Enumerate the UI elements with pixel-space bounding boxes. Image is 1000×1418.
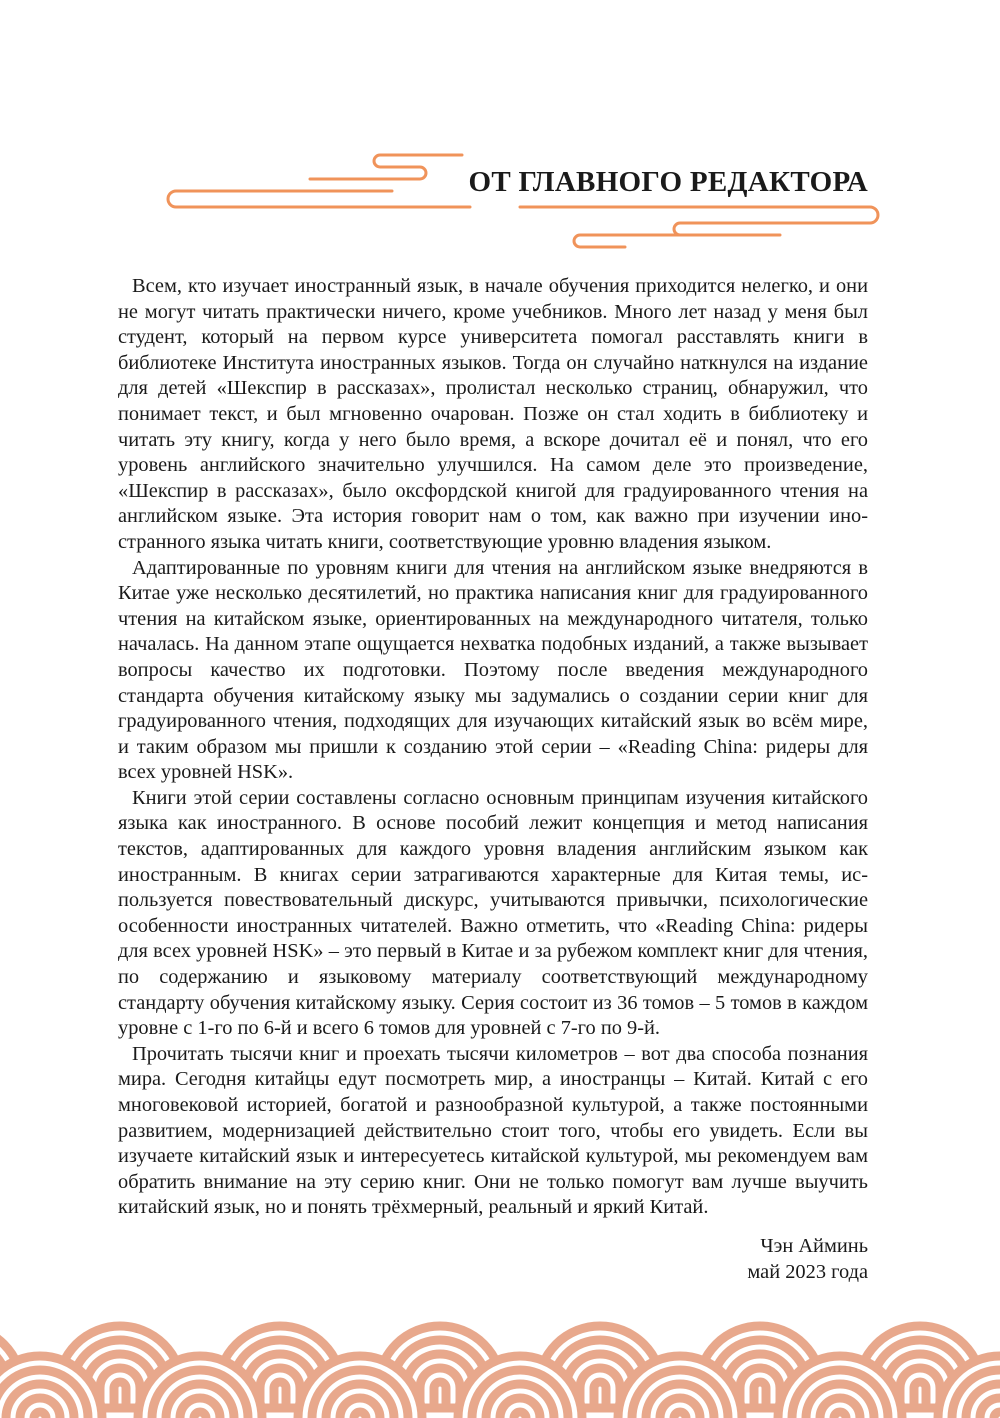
wave-arc <box>514 1412 526 1418</box>
wave-arc <box>594 1382 606 1408</box>
signature-block <box>747 1234 868 1285</box>
page-title: ОТ ГЛАВНОГО РЕДАКТОРА <box>468 166 868 198</box>
wave-arc <box>674 1412 686 1418</box>
wave-arc <box>834 1412 846 1418</box>
paragraph: Прочитать тысячи книг и проехать тысячи километров – вот два способа познания мира. Сегодня китайцы едут посмотреть мир, а иностранцы – Китай. Китай с его многовековой историей, богатой и разнообразной культурой, а также постоянными развитием, модернизацией действительно стоит того, чтобы его увидеть. Если вы изучаете китайский язык и интересуетесь китайской культурой, мы рекомендуем вам обратить внимание на эту серию книг. Они не только помогут вам лучше выучить китайский язык, но и понять трёхмерный, реальный и яркий Китай. <box>118 1042 868 1219</box>
wave-arc <box>34 1412 46 1418</box>
wave-arc <box>434 1382 446 1408</box>
header-swirl-ornament <box>0 140 1000 270</box>
signature-date: май 2023 года <box>747 1260 868 1283</box>
wave-arc <box>354 1412 366 1418</box>
paragraph: Всем, кто изучает иностранный язык, в начале обучения приходится нелегко, и они не могут читать практически ничего, кроме учебников. Много лет назад у меня был студент, который на первом курсе университета помогал расставлять книги в библиотеке Института иностранных языков. Тогда он случайно наткнулся на издание для детей «Шекспир в рассказах», пролистал несколько страниц, обнаружил, что понимает текст, и был мгновенно очарован. Позже он стал ходить в библиотеку и читать эту книгу, когда у него было время, а вскоре дочитал её и понял, что его уровень английского значительно улучшился. На самом деле это произведение, «Шекспир в рассказах», было оксфордской книгой для градуированного чтения на английском языке. Эта история говорит нам о том, как важно при изучении иностранного языка читать книги, соответствующие уровню владения языком. <box>118 275 868 553</box>
wave-arc <box>274 1382 286 1408</box>
paragraph: Адаптированные по уровням книги для чтения на английском языке внедряются в Китае уже несколько десятилетий, но практика написания книг для градуированного чтения на китайском языке, ориентированных на международного читателя, только началась. На данном этапе ощущается нехватка подобных изданий, а также вызывает вопросы качество их подготовки. Поэтому после введения международного стандарта обучения китайскому языку мы задумались о создании серии книг для градуированного чтения, подходящих для изучающих китайский язык во всём мире, и таким образом мы пришли к созданию этой серии – «Reading China: ридеры для всех уровней HSK». <box>118 556 868 784</box>
wave-arc <box>994 1412 1000 1418</box>
author-name: Чэн Айминь <box>760 1235 868 1257</box>
wave-arc <box>754 1382 766 1408</box>
wave-arc <box>194 1412 206 1418</box>
wave-arc <box>114 1382 126 1408</box>
wave-arc <box>914 1382 926 1408</box>
paragraph: Книги этой серии составлены согласно основным принципам изучения китайского языка как иностранного. В основе пособий лежит концепция и метод написания текстов, адаптированных для каждого уровня владения английским языком как иностранным. В книгах серии затрагиваются характерные для Китая темы, используется повествовательный дискурс, учитываются привычки, психологические особенности иностранных читателей. Важно отметить, что «Reading China: ридеры для всех уровней HSK» – это первый в Китае и за рубежом комплект книг для чтения, по содержанию и языковому материалу соответствующий международному стандарту обучения китайскому языку. Серия состоит из 36 томов – 5 томов в каждом уровне с 1-го по 6-й и всего 6 томов для уровней с 7-го по 9-й. <box>118 786 868 1040</box>
footer-wave-pattern <box>0 1318 1000 1418</box>
article-body <box>118 274 868 1221</box>
